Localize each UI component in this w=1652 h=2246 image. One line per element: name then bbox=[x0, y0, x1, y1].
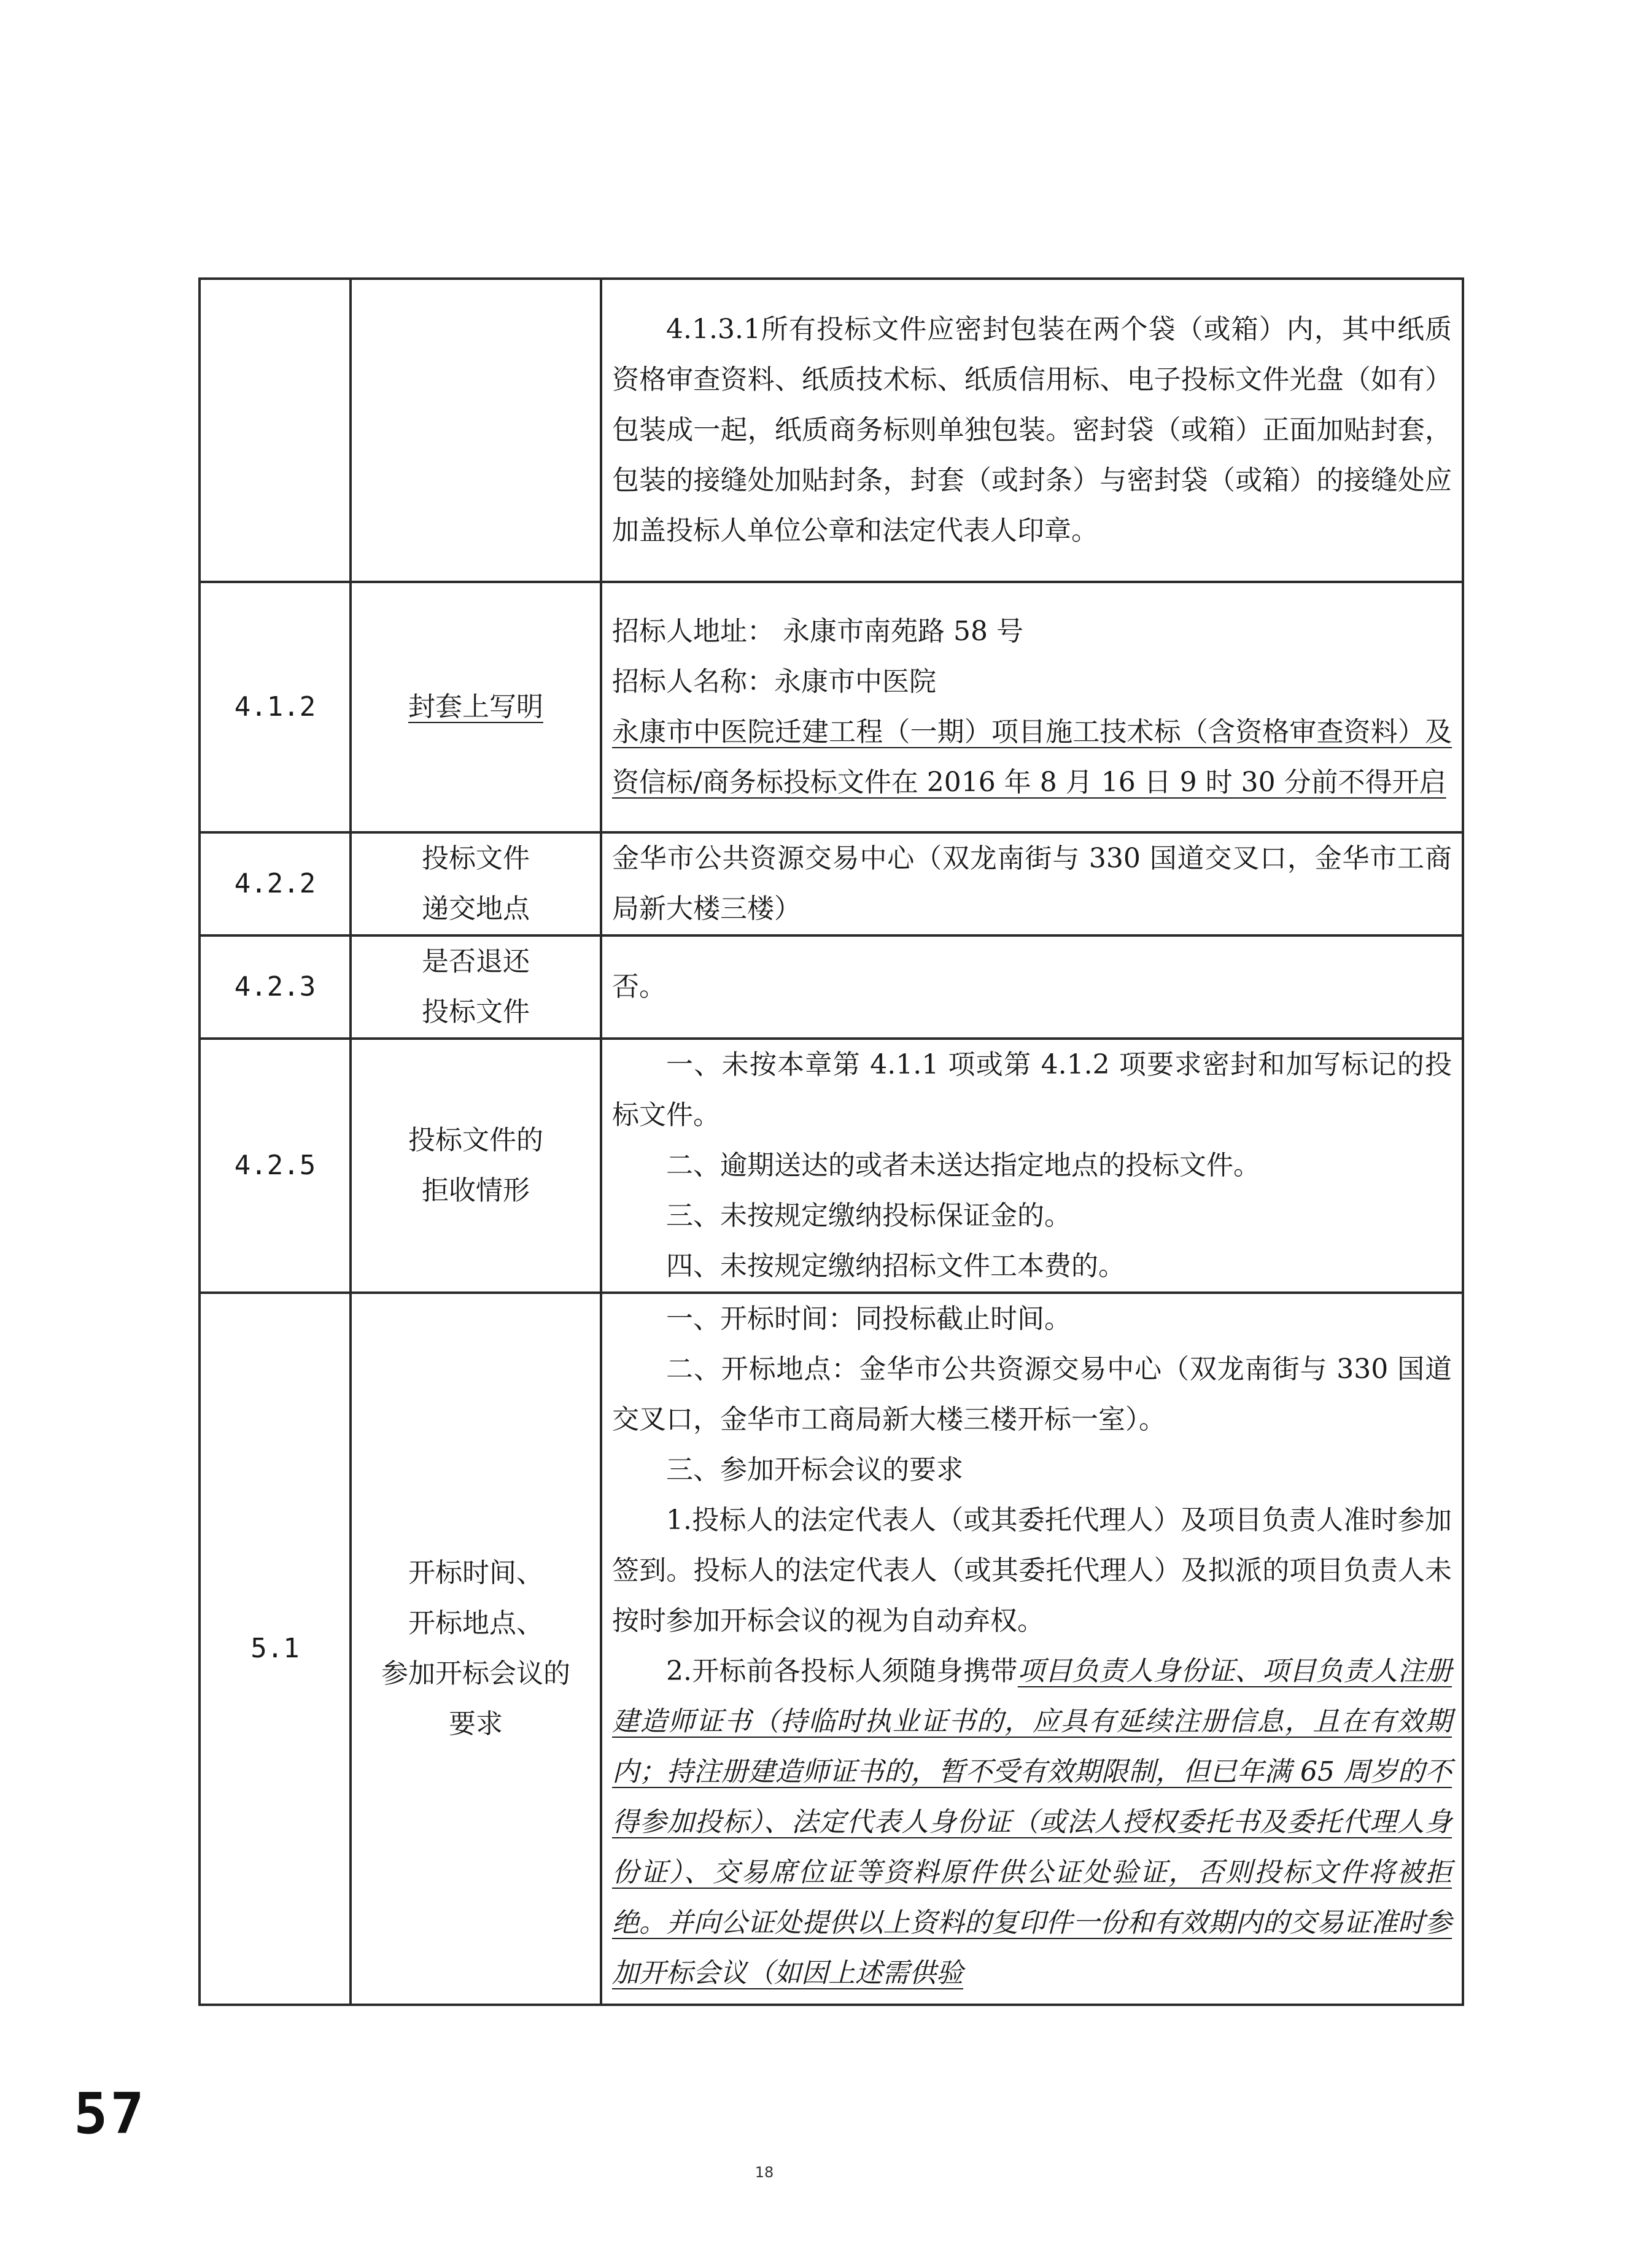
item-label-line: 递交地点 bbox=[422, 893, 530, 924]
paragraph-prefix: 2.开标前各投标人须随身携带 bbox=[666, 1655, 1018, 1687]
row-number-cell: 4.2.5 bbox=[200, 1039, 351, 1293]
content-paragraph: 招标人地址： 永康市南苑路 58 号 bbox=[612, 616, 1023, 647]
table-row bbox=[200, 582, 1463, 832]
content-paragraph: 1.投标人的法定代表人（或其委托代理人）及项目负责人准时参加签到。投标人的法定代表人（或其委托代理人）及拟派的项目负责人未按时参加开标会议的视为自动弃权。 bbox=[612, 1504, 1452, 1636]
content-paragraph: 招标人名称：永康市中医院 bbox=[612, 666, 936, 697]
row-number-cell: 4.2.2 bbox=[200, 832, 351, 935]
row-item-cell bbox=[351, 1039, 601, 1293]
row-number-cell bbox=[200, 279, 351, 582]
content-paragraph: 三、未按规定缴纳投标保证金的。 bbox=[666, 1200, 1071, 1231]
row-number-cell: 4.2.3 bbox=[200, 935, 351, 1039]
item-label-line: 封套上写明 bbox=[408, 691, 543, 722]
item-label-line: 参加开标会议的 bbox=[381, 1658, 570, 1689]
item-label-line: 投标文件的 bbox=[408, 1125, 543, 1156]
row-content-cell bbox=[601, 279, 1463, 582]
content-paragraph: 一、未按本章第 4.1.1 项或第 4.1.2 项要求密封和加写标记的投标文件。 bbox=[612, 1049, 1452, 1131]
row-item-cell bbox=[351, 582, 601, 832]
content-paragraph: 4.1.3.1所有投标文件应密封包装在两个袋（或箱）内，其中纸质资格审查资料、纸质技术标、纸质信用标、电子投标文件光盘（如有）包装成一起，纸质商务标则单独包装。密封袋（或箱）正面加贴封套，包装的接缝处加贴封条，封套（或封条）与密封袋（或箱）的接缝处应加盖投标人单位公章和法定代表人印章。 bbox=[612, 314, 1452, 546]
item-label-line: 投标文件 bbox=[422, 996, 530, 1028]
stamp-page-number: 57 bbox=[74, 2081, 147, 2147]
row-number-cell: 4.1.2 bbox=[200, 582, 351, 832]
item-label-line: 投标文件 bbox=[422, 843, 530, 874]
row-content-cell bbox=[601, 1039, 1463, 1293]
item-label-line: 开标地点、 bbox=[408, 1608, 543, 1639]
row-item-cell bbox=[351, 832, 601, 935]
bid-requirements-table bbox=[198, 277, 1464, 2006]
item-label-line: 是否退还 bbox=[422, 946, 530, 977]
row-content-cell bbox=[601, 832, 1463, 935]
row-item-cell bbox=[351, 935, 601, 1039]
item-label-line: 要求 bbox=[449, 1708, 503, 1740]
content-paragraph: 否。 bbox=[612, 971, 666, 1002]
content-paragraph: 二、开标地点：金华市公共资源交易中心（双龙南街与 330 国道交叉口，金华市工商局新大楼三楼开标一室）。 bbox=[612, 1353, 1452, 1435]
row-content-cell bbox=[601, 935, 1463, 1039]
page-number: 18 bbox=[754, 2164, 774, 2181]
table-row bbox=[200, 279, 1463, 582]
row-item-cell bbox=[351, 1293, 601, 2005]
row-item-cell bbox=[351, 279, 601, 582]
content-paragraph: 二、逾期送达的或者未送达指定地点的投标文件。 bbox=[666, 1150, 1260, 1181]
row-number-cell: 5.1 bbox=[200, 1293, 351, 2005]
content-paragraph: 四、未按规定缴纳招标文件工本费的。 bbox=[666, 1250, 1125, 1282]
item-label-line: 拒收情形 bbox=[422, 1175, 530, 1206]
content-paragraph: 金华市公共资源交易中心（双龙南街与 330 国道交叉口，金华市工商局新大楼三楼） bbox=[612, 843, 1452, 924]
table-row bbox=[200, 935, 1463, 1039]
row-content-cell bbox=[601, 1293, 1463, 2005]
table-row bbox=[200, 832, 1463, 935]
content-paragraph: 一、开标时间：同投标截止时间。 bbox=[666, 1303, 1071, 1334]
item-label-line: 开标时间、 bbox=[408, 1557, 543, 1589]
content-paragraph: 三、参加开标会议的要求 bbox=[666, 1454, 963, 1485]
content-paragraph: 永康市中医院迁建工程（一期）项目施工技术标（含资格审查资料）及资信标/商务标投标文件在 2016 年 8 月 16 日 9 时 30 分前不得开启 bbox=[612, 716, 1452, 798]
required-documents-text: 项目负责人身份证、项目负责人注册建造师证书（持临时执业证书的，应具有延续注册信息，且在有效期内；持注册建造师证书的，暂不受有效期限制，但已年满 65 周岁的不得参加投标）、法定代表人身份证（或法人授权委托书及委托代理人身份证）、交易席位证等资料原件供公证处验证，否则投标文件将被拒绝。并向公证处提供以上资料的复印件一份和有效期内的交易证准时参加开标会议（如因上述需供验 bbox=[612, 1655, 1452, 1989]
row-content-cell bbox=[601, 582, 1463, 832]
table-row bbox=[200, 1039, 1463, 1293]
content-paragraph bbox=[612, 1646, 1452, 1999]
table-row bbox=[200, 1293, 1463, 2005]
